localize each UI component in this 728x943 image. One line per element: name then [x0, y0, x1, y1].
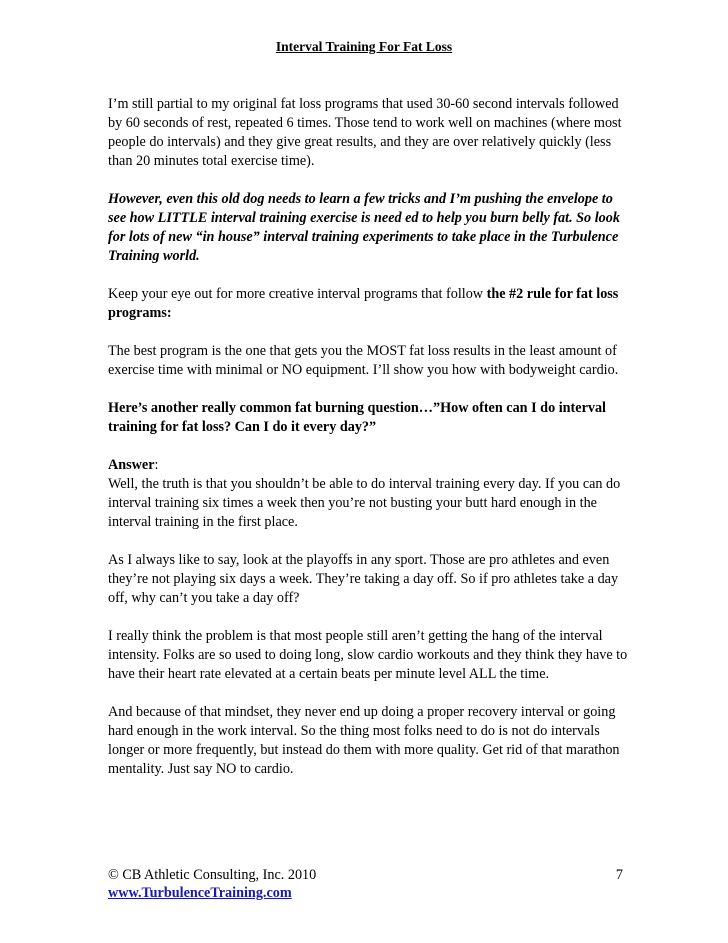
paragraph-intensity: I really think the problem is that most people still aren’t getting the hang of the interval intensity. Folks are so used to doing long, slow cardio workouts and they think they have to have their heart rate elevated at a certain beats per minute level ALL the time.	[108, 628, 628, 682]
copyright-text: © CB Athletic Consulting, Inc. 2010	[108, 867, 317, 883]
paragraph-answer	[108, 456, 628, 532]
website-link[interactable]: www.TurbulenceTraining.com	[108, 885, 292, 901]
rule-bold-text: the #2 rule for fat loss programs:	[108, 286, 619, 321]
paragraph-question: Here’s another really common fat burning question…”How often can I do interval training for fat loss? Can I do it every day?”	[108, 400, 606, 435]
page-title: Interval Training For Fat Loss	[275, 39, 453, 54]
answer-colon: :	[154, 457, 159, 473]
page-footer	[108, 866, 623, 902]
paragraph-playoffs: As I always like to say, look at the playoffs in any sport. Those are pro athletes and even they’re not playing six days a week. They’re taking a day off. So if pro athletes take a day off, why can’t you take a day off?	[108, 552, 619, 606]
paragraph-mindset: And because of that mindset, they never end up doing a proper recovery interval or going hard enough in the work interval. So the thing most folks need to do is not do intervals longer or more frequently, but instead do them with more quality. Get rid of that marathon mentality. Just say NO to cardio.	[108, 704, 620, 777]
paragraph-best-program: The best program is the one that gets you the MOST fat loss results in the least amount of exercise time with minimal or NO equipment. I’ll show you how with bodyweight cardio.	[108, 343, 619, 378]
rule-intro-text: Keep your eye out for more creative interval programs that follow	[108, 286, 487, 302]
document-body	[108, 95, 628, 798]
answer-label: Answer	[108, 457, 155, 473]
paragraph-emphasis: However, even this old dog needs to learn a few tricks and I’m pushing the envelope to see how LITTLE interval training exercise is need ed to help you burn belly fat. So look for lots of new “in house” interval training experiments to take place in the Turbulence Training world.	[108, 191, 620, 264]
answer-text: Well, the truth is that you shouldn’t be able to do interval training every day. If you can do interval training six times a week then you’re not busting your butt hard enough in the interval training in the first place.	[108, 476, 621, 530]
paragraph-rule	[108, 285, 628, 323]
footer-row	[108, 866, 623, 884]
paragraph-intro: I’m still partial to my original fat loss programs that used 30-60 second intervals followed by 60 seconds of rest, repeated 6 times. Those tend to work well on machines (where most people do intervals) and they give great results, and they are over relatively quickly (less than 20 minutes total exercise time).	[108, 96, 622, 169]
page-number: 7	[615, 867, 623, 883]
